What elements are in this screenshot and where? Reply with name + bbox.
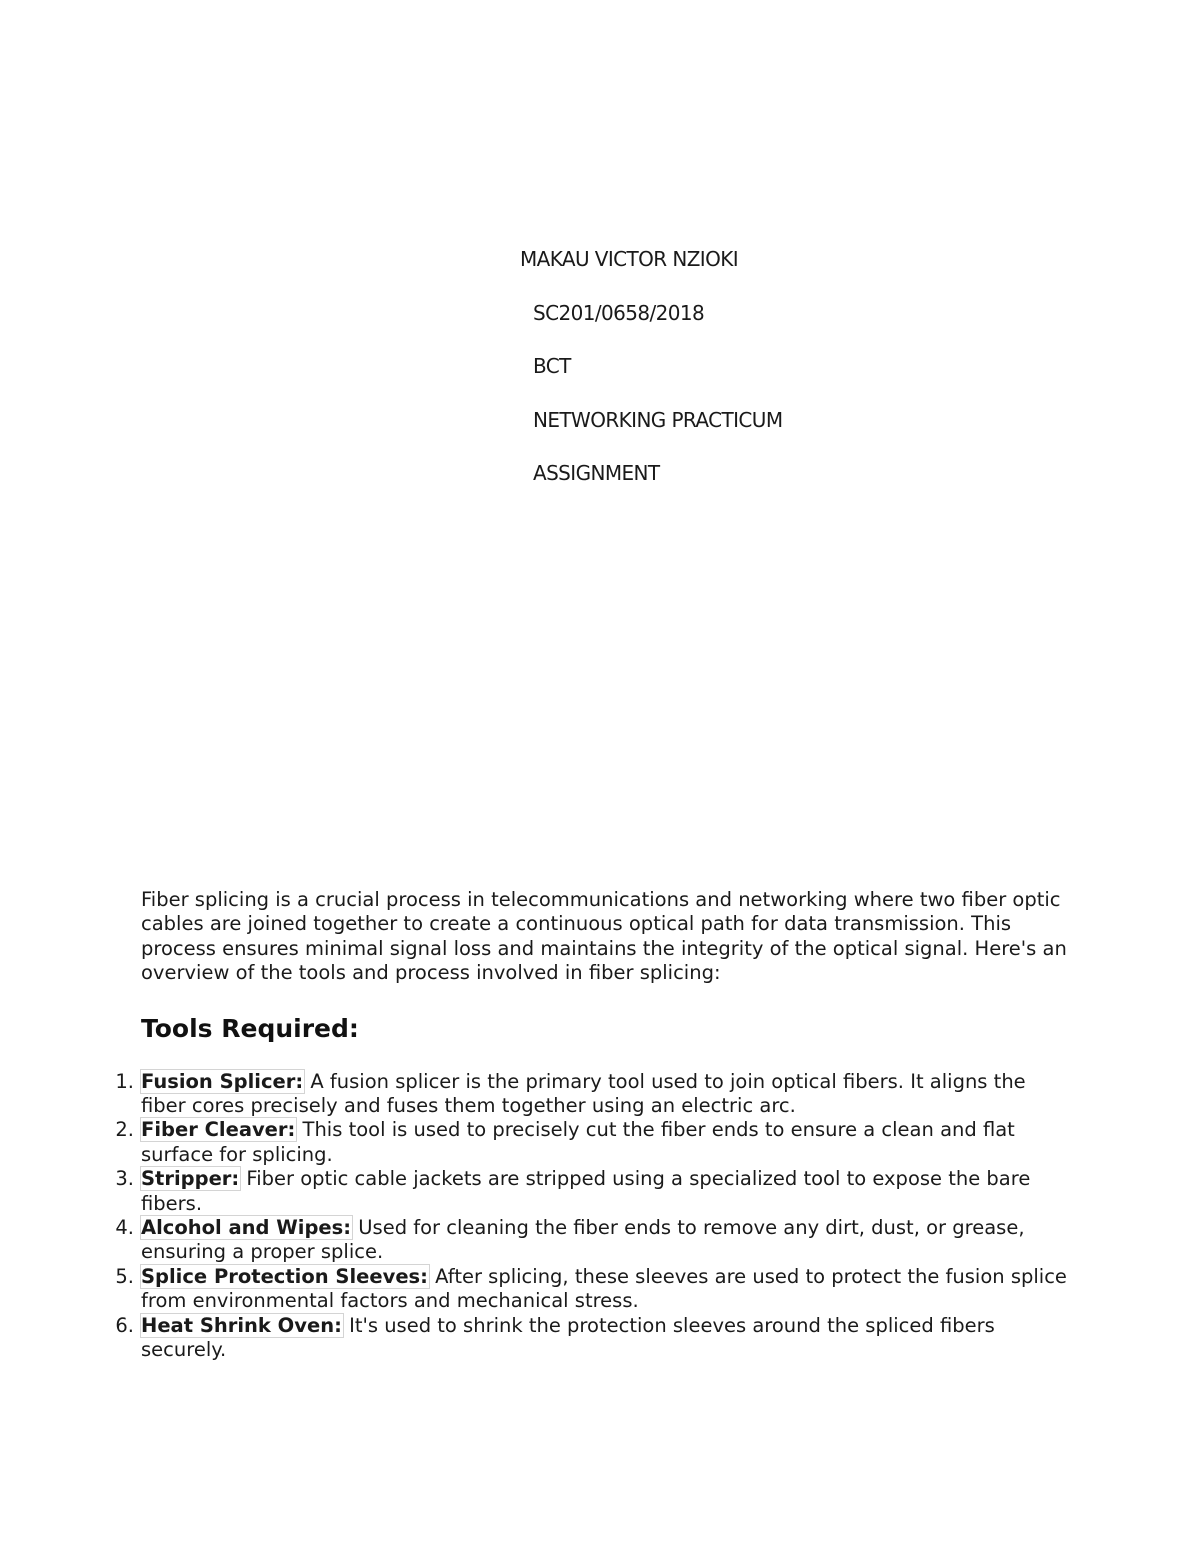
- course-code: BCT: [533, 354, 571, 378]
- tool-description: Fiber optic cable jackets are stripped using a specialized tool to expose the bare fibers.: [141, 1167, 1031, 1215]
- tools-list: [115, 1069, 1071, 1363]
- list-number: 1.: [115, 1069, 134, 1093]
- tool-description: It's used to shrink the protection sleeves around the spliced fibers securely.: [141, 1313, 995, 1362]
- list-item: [115, 1167, 1071, 1216]
- unit-title: NETWORKING PRACTICUM: [533, 408, 783, 432]
- tool-description: This tool is used to precisely cut the fiber ends to ensure a clean and flat surface for splicing.: [141, 1118, 1015, 1166]
- student-name: MAKAU VICTOR NZIOKI: [520, 247, 739, 271]
- list-item: [115, 1216, 1071, 1265]
- registration-number: SC201/0658/2018: [533, 301, 705, 325]
- tools-heading: Tools Required:: [141, 1013, 359, 1043]
- list-number: 4.: [115, 1216, 134, 1240]
- list-number: 3.: [115, 1167, 134, 1191]
- document-type: ASSIGNMENT: [533, 461, 660, 485]
- tool-name: Alcohol and Wipes:: [141, 1216, 352, 1240]
- document-body: [115, 888, 1071, 1363]
- tool-name: Fusion Splicer:: [141, 1069, 304, 1093]
- list-item: [115, 1118, 1071, 1167]
- tool-name: Heat Shrink Oven:: [141, 1313, 342, 1337]
- tool-description: After splicing, these sleeves are used to protect the fusion splice from environmental factors and mechanical stress.: [141, 1264, 1067, 1313]
- intro-paragraph: Fiber splicing is a crucial process in telecommunications and networking where two fiber optic cables are joined together to create a continuous optical path for data transmission. This process ensures minimal signal loss and maintains the integrity of the optical signal. Here's an overview of the tools and process involved in fiber splicing:: [141, 888, 1067, 985]
- tool-name: Stripper:: [141, 1167, 240, 1191]
- tool-description: A fusion splicer is the primary tool used to join optical fibers. It aligns the fiber cores precisely and fuses them together using an electric arc.: [141, 1069, 1026, 1118]
- list-item: [115, 1313, 1071, 1363]
- list-number: 5.: [115, 1264, 134, 1288]
- list-number: 2.: [115, 1118, 134, 1142]
- tool-name: Fiber Cleaver:: [141, 1118, 296, 1142]
- list-item: [115, 1264, 1071, 1314]
- tool-name: Splice Protection Sleeves:: [141, 1264, 428, 1288]
- list-item: [115, 1069, 1071, 1119]
- list-number: 6.: [115, 1313, 134, 1337]
- tool-description: Used for cleaning the fiber ends to remove any dirt, dust, or grease, ensuring a proper splice.: [141, 1216, 1025, 1264]
